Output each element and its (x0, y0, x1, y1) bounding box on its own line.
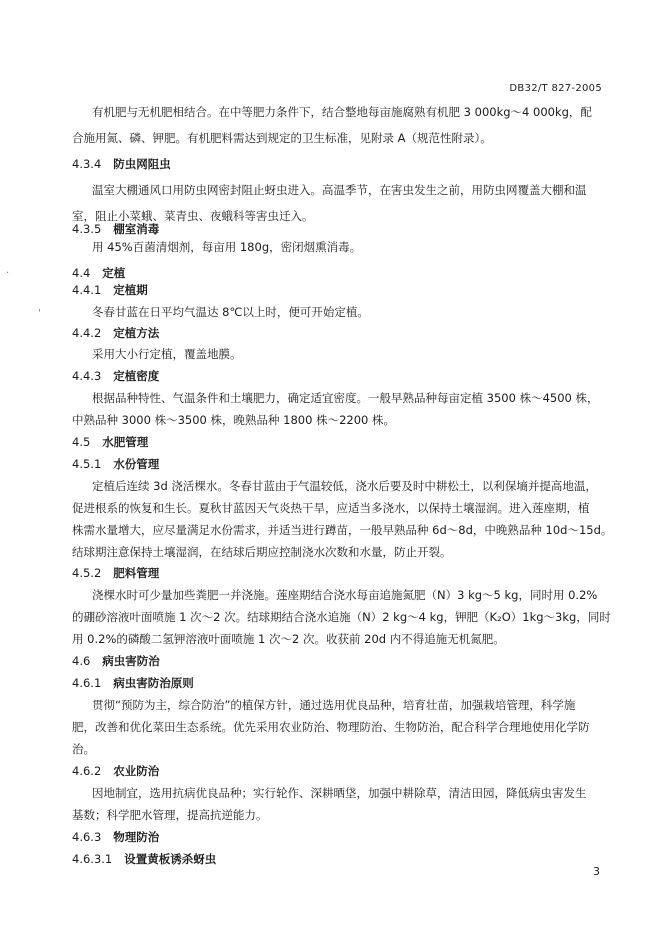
section-number: 4.5.2 (72, 566, 102, 580)
body-line: 冬春甘蓝在日平均气温达 8℃以上时，便可开始定植。 (92, 305, 369, 319)
section-heading (72, 852, 216, 866)
section-heading (72, 830, 159, 844)
section-heading (72, 222, 159, 236)
section-number: 4.6.3.1 (72, 852, 113, 866)
section-number: 4.6 (72, 654, 91, 668)
section-title: 病虫害防治原则 (113, 676, 194, 690)
section-heading (72, 566, 159, 580)
body-line: 结球期注意保持土壤湿润，在结球后期应控制浇水次数和水量，防止开裂。 (72, 545, 452, 559)
section-title: 肥料管理 (113, 566, 160, 580)
section-heading (72, 283, 148, 297)
body-line: 有机肥与无机肥相结合。在中等肥力条件下，结合整地每亩施腐熟有机肥 3 000kg～4 000kg，配 (92, 105, 592, 119)
section-heading (72, 654, 160, 668)
section-title: 定植期 (113, 283, 148, 297)
section-title: 防虫网阻虫 (113, 157, 171, 171)
page-number: 3 (593, 865, 600, 878)
body-line: 用 0.2%的磷酸二氢钾溶液叶面喷施 1 次～2 次。收获前 20d 内不得追施无机氮肥。 (72, 632, 505, 646)
scan-mark: · (6, 268, 10, 279)
section-number: 4.4.3 (72, 369, 102, 383)
section-title: 棚室消毒 (113, 222, 160, 236)
section-heading (72, 266, 125, 280)
body-line: 采用大小行定植，覆盖地膜。 (92, 347, 242, 361)
section-number: 4.3.4 (72, 157, 102, 171)
body-line: 治。 (72, 742, 95, 756)
section-title: 定植方法 (113, 326, 160, 340)
section-number: 4.5 (72, 435, 91, 449)
scan-mark: ' (38, 308, 41, 319)
section-title: 设置黄板诱杀蚜虫 (124, 852, 217, 866)
section-number: 4.3.5 (72, 222, 102, 236)
body-line: 株需水量增大，应尽量满足水份需求，并适当进行蹲苗，一般早熟品种 6d～8d，中晚熟品种 10d～15d。 (72, 523, 613, 537)
section-title: 定植 (102, 266, 126, 280)
body-line: 浇棵水时可少量加些粪肥一并浇施。莲座期结合浇水每亩追施氮肥（N）3 kg～5 kg，同时用 0.2% (92, 588, 598, 602)
body-line: 基数；科学肥水管理，提高抗逆能力。 (72, 808, 268, 822)
section-number: 4.4.2 (72, 326, 102, 340)
section-title: 病虫害防治 (102, 654, 160, 668)
section-heading (72, 676, 194, 690)
section-title: 物理防治 (113, 830, 160, 844)
section-heading (72, 369, 159, 383)
body-line: 的硼砂溶液叶面喷施 1 次～2 次。结球期结合浇水追施（N）2 kg～4 kg，钾肥（K₂O）1kg～3kg，同时 (72, 610, 611, 624)
body-line: 合施用氮、磷、钾肥。有机肥料需达到规定的卫生标准，见附录 A（规范性附录）。 (72, 131, 492, 145)
body-line: 因地制宜，选用抗病优良品种；实行轮作、深耕晒垡，加强中耕除草，清洁田园，降低病虫害发生 (92, 786, 587, 800)
section-heading (72, 435, 148, 449)
section-number: 4.6.1 (72, 676, 102, 690)
body-line: 肥，改善和优化菜田生态系统。优先采用农业防治、物理防治、生物防治，配合科学合理地使用化学防 (72, 720, 590, 734)
section-heading (72, 326, 159, 340)
section-heading (72, 157, 171, 171)
body-line: 室，阻止小菜蛾、菜青虫、夜蛾科等害虫迁入。 (72, 209, 314, 223)
section-title: 定植密度 (113, 369, 160, 383)
section-heading (72, 457, 159, 471)
body-line: 促进根系的恢复和生长。夏秋甘蓝因天气炎热干旱，应适当多浇水，以保持土壤湿润。进入莲座期，植 (72, 501, 590, 515)
section-number: 4.4 (72, 266, 91, 280)
section-number: 4.6.2 (72, 764, 102, 778)
body-line: 温室大棚通风口用防虫网密封阻止蚜虫进入。高温季节，在害虫发生之前，用防虫网覆盖大棚和温 (92, 183, 587, 197)
body-line: 贯彻“预防为主，综合防治”的植保方针，通过选用优良品种，培育壮苗，加强栽培管理，科学施 (92, 698, 576, 712)
body-line: 定植后连续 3d 浇活棵水。冬春甘蓝由于气温较低，浇水后要及时中耕松土，以利保墒并提高地温， (92, 479, 597, 493)
section-title: 水份管理 (113, 457, 160, 471)
body-line: 中熟品种 3000 株～3500 株，晚熟品种 1800 株～2200 株。 (72, 413, 395, 427)
body-line: 用 45%百菌清烟剂，每亩用 180g，密闭烟熏消毒。 (92, 240, 362, 254)
standard-code: DB32/T 827-2005 (509, 83, 602, 94)
section-title: 农业防治 (113, 764, 160, 778)
section-heading (72, 764, 159, 778)
section-title: 水肥管理 (102, 435, 149, 449)
section-number: 4.5.1 (72, 457, 102, 471)
body-line: 根据品种特性、气温条件和土壤肥力，确定适宜密度。一般早熟品种每亩定植 3500 株～4500 株， (92, 391, 599, 405)
section-number: 4.4.1 (72, 283, 102, 297)
section-number: 4.6.3 (72, 830, 102, 844)
